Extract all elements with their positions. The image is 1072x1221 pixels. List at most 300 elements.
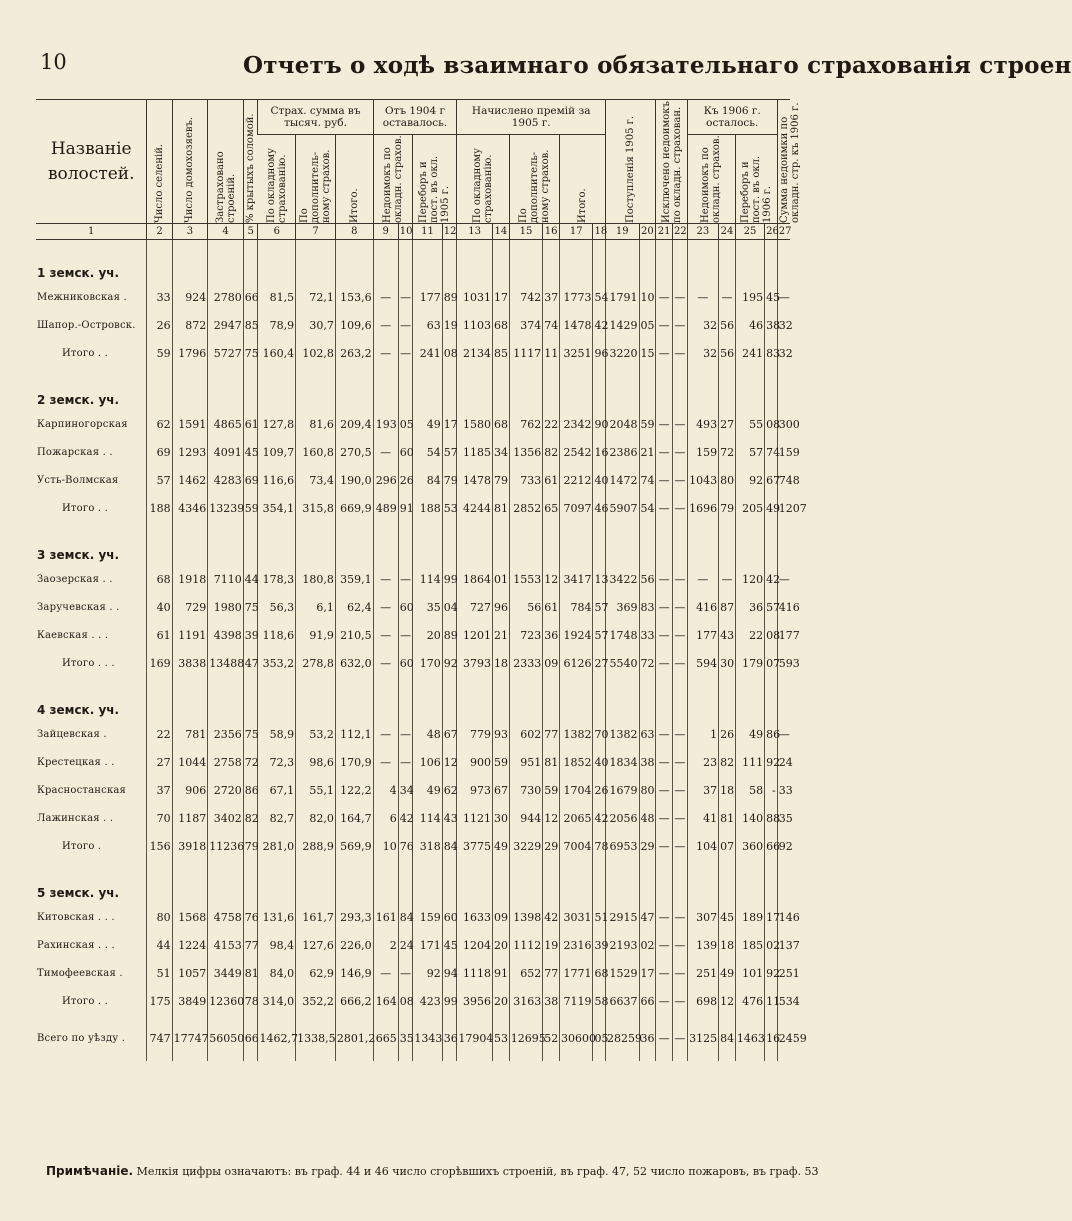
cell-col-15: 1112 (509, 931, 543, 959)
cell-col-17: 2542 (559, 438, 593, 466)
cell-col-21: — (656, 494, 673, 522)
empty-cell (559, 677, 593, 720)
cell-col-15: 733 (509, 466, 543, 494)
cell-col-24: 56 (719, 339, 736, 367)
cell-col-3: 3849 (172, 987, 208, 1015)
empty-cell (147, 240, 172, 284)
column-number: 9 (373, 224, 398, 240)
cell-col-26: 92 (765, 748, 778, 776)
cell-col-17: 1773 (559, 283, 593, 311)
cell-col-2: 51 (147, 959, 172, 987)
cell-col-11: 188 (413, 494, 442, 522)
header-premium-additional: По дополнитель-ному страхов. (509, 135, 559, 224)
cell-col-10: 60 (398, 593, 413, 621)
cell-col-27: 534 (777, 987, 790, 1015)
cell-col-24: 43 (719, 621, 736, 649)
cell-col-20: 56 (639, 565, 656, 593)
cell-col-10: 91 (398, 494, 413, 522)
volost-name: Итого . . (62, 502, 109, 514)
column-number: 7 (296, 224, 336, 240)
cell-col-7: 6,1 (296, 593, 336, 621)
empty-cell (543, 677, 560, 720)
header-arrears-sum: Сумма недоимки по окладн. стр. къ 1906 г. (777, 100, 790, 224)
empty-cell (606, 367, 640, 410)
cell-col-23: — (687, 283, 718, 311)
cell-col-18: 39 (593, 931, 606, 959)
cell-col-10: — (398, 720, 413, 748)
column-number: 19 (606, 224, 640, 240)
cell-col-13: 1121 (457, 804, 493, 832)
cell-col-17: 2065 (559, 804, 593, 832)
cell-col-19: 6953 (606, 832, 640, 860)
empty-cell (673, 522, 688, 565)
empty-cell (398, 367, 413, 410)
cell-col-18: 16 (593, 438, 606, 466)
cell-col-11: 423 (413, 987, 442, 1015)
cell-col-17: 1924 (559, 621, 593, 649)
cell-col-12: 17 (442, 410, 457, 438)
cell-col-8: 632,0 (335, 649, 373, 677)
table-row (36, 748, 790, 776)
empty-cell (606, 860, 640, 903)
column-number: 8 (335, 224, 373, 240)
cell-col-15: 12695 (509, 1015, 543, 1061)
empty-cell (373, 367, 398, 410)
cell-col-2: 80 (147, 903, 172, 931)
cell-col-3: 781 (172, 720, 208, 748)
cell-col-6: 127,8 (258, 410, 296, 438)
cell-col-9: — (373, 649, 398, 677)
empty-cell (335, 860, 373, 903)
cell-col-22: — (673, 748, 688, 776)
cell-col-26: - (765, 776, 778, 804)
cell-col-27: 593 (777, 649, 790, 677)
cell-col-13: 900 (457, 748, 493, 776)
cell-col-6: 116,6 (258, 466, 296, 494)
cell-col-20: 74 (639, 466, 656, 494)
header-households: Число домохозяевъ. (172, 100, 208, 224)
cell-col-18: 90 (593, 410, 606, 438)
cell-col-4: 3449 (208, 959, 244, 987)
cell-col-23: 307 (687, 903, 718, 931)
header-1906-overpay: Переборъ и пост. въ окл. 1906 г. (735, 135, 777, 224)
empty-cell (606, 522, 640, 565)
cell-col-5: 66 (243, 1015, 258, 1061)
cell-col-9: — (373, 565, 398, 593)
section-label: 5 земск. уч. (37, 886, 120, 900)
cell-col-7: 102,8 (296, 339, 336, 367)
cell-col-22: — (673, 593, 688, 621)
volost-name: Всего по уѣзду . (37, 1032, 126, 1044)
cell-col-11: 35 (413, 593, 442, 621)
cell-col-15: 723 (509, 621, 543, 649)
cell-col-18: 40 (593, 466, 606, 494)
volost-name: Итого . (62, 840, 102, 852)
cell-col-13: 1201 (457, 621, 493, 649)
empty-cell (656, 522, 673, 565)
cell-col-15: 944 (509, 804, 543, 832)
cell-col-7: 30,7 (296, 311, 336, 339)
cell-col-23: 41 (687, 804, 718, 832)
column-number: 6 (258, 224, 296, 240)
cell-col-16: 81 (543, 748, 560, 776)
cell-col-18: 42 (593, 311, 606, 339)
section-label: 3 земск. уч. (37, 548, 120, 562)
cell-col-25: 58 (735, 776, 764, 804)
empty-cell (509, 240, 543, 284)
column-number: 11 (413, 224, 442, 240)
cell-col-26: 45 (765, 283, 778, 311)
cell-col-8: 666,2 (335, 987, 373, 1015)
empty-cell (777, 240, 790, 284)
cell-col-4: 2720 (208, 776, 244, 804)
table-row (36, 776, 790, 804)
cell-col-6: 81,5 (258, 283, 296, 311)
cell-col-27: — (777, 283, 790, 311)
cell-col-18: 27 (593, 649, 606, 677)
cell-col-9: 6 (373, 804, 398, 832)
cell-col-13: 1478 (457, 466, 493, 494)
cell-col-2: 22 (147, 720, 172, 748)
table-row (36, 720, 790, 748)
cell-col-9: 193 (373, 410, 398, 438)
cell-col-24: 84 (719, 1015, 736, 1061)
cell-col-26: 57 (765, 593, 778, 621)
cell-col-14: 79 (492, 466, 509, 494)
empty-cell (172, 240, 208, 284)
cell-col-16: 12 (543, 804, 560, 832)
empty-cell (147, 677, 172, 720)
cell-col-14: 68 (492, 410, 509, 438)
cell-col-23: 3125 (687, 1015, 718, 1061)
cell-col-21: — (656, 720, 673, 748)
cell-col-6: 281,0 (258, 832, 296, 860)
header-additional-sum: По дополнитель-ному страхов. (296, 135, 336, 224)
cell-col-19: 2056 (606, 804, 640, 832)
cell-col-11: 318 (413, 832, 442, 860)
cell-col-4: 13239 (208, 494, 244, 522)
cell-col-25: 120 (735, 565, 764, 593)
volost-name: Тимофеевская . (37, 967, 123, 979)
cell-col-7: 55,1 (296, 776, 336, 804)
cell-col-18: 26 (593, 776, 606, 804)
cell-col-18: 58 (593, 987, 606, 1015)
cell-col-15: 742 (509, 283, 543, 311)
cell-col-10: — (398, 565, 413, 593)
volost-name: Заозерская . . (37, 573, 113, 585)
table-row (36, 593, 790, 621)
empty-cell (457, 240, 493, 284)
cell-col-11: 1343 (413, 1015, 442, 1061)
empty-cell (147, 367, 172, 410)
cell-col-13: 17904 (457, 1015, 493, 1061)
empty-cell (639, 367, 656, 410)
cell-col-17: 30600 (559, 1015, 593, 1061)
cell-col-15: 730 (509, 776, 543, 804)
header-insured-buildings: Застраховано строеній. (208, 100, 244, 224)
cell-col-24: — (719, 283, 736, 311)
cell-col-22: — (673, 987, 688, 1015)
cell-col-23: 1 (687, 720, 718, 748)
cell-col-2: 175 (147, 987, 172, 1015)
cell-col-23: 159 (687, 438, 718, 466)
cell-col-23: 594 (687, 649, 718, 677)
cell-col-26: 02 (765, 931, 778, 959)
cell-col-11: 48 (413, 720, 442, 748)
cell-col-23: 37 (687, 776, 718, 804)
empty-cell (147, 860, 172, 903)
cell-col-2: 57 (147, 466, 172, 494)
cell-col-9: — (373, 621, 398, 649)
cell-col-27: 33 (777, 776, 790, 804)
cell-col-16: 36 (543, 621, 560, 649)
cell-col-8: 170,9 (335, 748, 373, 776)
cell-col-3: 3918 (172, 832, 208, 860)
table-row (36, 931, 790, 959)
cell-col-21: — (656, 311, 673, 339)
cell-col-8: 112,1 (335, 720, 373, 748)
cell-col-20: 54 (639, 494, 656, 522)
header-sum-total: Итого. (335, 135, 373, 224)
empty-cell (243, 860, 258, 903)
volost-name: Межниковская . (37, 291, 127, 303)
cell-col-6: 353,2 (258, 649, 296, 677)
empty-cell (543, 522, 560, 565)
cell-col-11: 84 (413, 466, 442, 494)
header-receipts-1905: Поступленія 1905 г. (606, 100, 656, 224)
cell-col-5: 72 (243, 748, 258, 776)
volost-name: Итого . . (62, 347, 109, 359)
cell-col-11: 54 (413, 438, 442, 466)
cell-col-5: 69 (243, 466, 258, 494)
cell-col-19: 369 (606, 593, 640, 621)
cell-col-24: 81 (719, 804, 736, 832)
cell-col-10: — (398, 959, 413, 987)
cell-col-24: 79 (719, 494, 736, 522)
cell-col-7: 278,8 (296, 649, 336, 677)
cell-col-22: — (673, 466, 688, 494)
cell-col-12: 04 (442, 593, 457, 621)
cell-col-11: 92 (413, 959, 442, 987)
cell-col-15: 2333 (509, 649, 543, 677)
cell-col-26: 07 (765, 649, 778, 677)
cell-col-6: 58,9 (258, 720, 296, 748)
cell-col-2: 747 (147, 1015, 172, 1061)
header-insured-sum-group: Страх. сумма въ тысяч. руб. (258, 100, 373, 135)
column-number: 24 (719, 224, 736, 240)
cell-col-27: — (777, 720, 790, 748)
cell-col-22: — (673, 339, 688, 367)
cell-col-14: 21 (492, 621, 509, 649)
cell-col-26: 38 (765, 311, 778, 339)
empty-cell (457, 522, 493, 565)
empty-cell (172, 367, 208, 410)
cell-col-7: 91,9 (296, 621, 336, 649)
cell-col-26: 49 (765, 494, 778, 522)
cell-col-25: 179 (735, 649, 764, 677)
cell-col-15: 3163 (509, 987, 543, 1015)
cell-col-3: 1591 (172, 410, 208, 438)
cell-col-13: 3956 (457, 987, 493, 1015)
cell-col-2: 37 (147, 776, 172, 804)
section-header-row (36, 240, 790, 284)
cell-col-10: 84 (398, 903, 413, 931)
empty-cell (509, 860, 543, 903)
empty-cell (593, 522, 606, 565)
cell-col-2: 62 (147, 410, 172, 438)
cell-col-10: 26 (398, 466, 413, 494)
empty-cell (687, 367, 718, 410)
cell-col-24: 82 (719, 748, 736, 776)
empty-cell (639, 240, 656, 284)
cell-col-11: 114 (413, 565, 442, 593)
cell-col-25: 241 (735, 339, 764, 367)
total-row (36, 494, 790, 522)
cell-col-16: 52 (543, 1015, 560, 1061)
cell-col-16: 42 (543, 903, 560, 931)
cell-col-25: 55 (735, 410, 764, 438)
empty-cell (492, 677, 509, 720)
cell-col-20: 10 (639, 283, 656, 311)
cell-col-6: 78,9 (258, 311, 296, 339)
cell-col-14: 49 (492, 832, 509, 860)
cell-col-21: — (656, 804, 673, 832)
cell-col-2: 26 (147, 311, 172, 339)
cell-col-20: 15 (639, 339, 656, 367)
header-excluded-arrears: Исключено недоимокъ по окладн. страхован. (656, 100, 687, 224)
cell-col-25: 46 (735, 311, 764, 339)
empty-cell (719, 367, 736, 410)
cell-col-26: 67 (765, 466, 778, 494)
cell-col-4: 2758 (208, 748, 244, 776)
cell-col-19: 1429 (606, 311, 640, 339)
cell-col-7: 82,0 (296, 804, 336, 832)
empty-cell (243, 240, 258, 284)
cell-col-7: 127,6 (296, 931, 336, 959)
page-number: 10 (40, 50, 67, 74)
empty-cell (735, 367, 764, 410)
cell-col-21: — (656, 621, 673, 649)
cell-col-21: — (656, 1015, 673, 1061)
cell-col-11: 159 (413, 903, 442, 931)
cell-col-24: 27 (719, 410, 736, 438)
cell-col-21: — (656, 959, 673, 987)
empty-cell (398, 860, 413, 903)
empty-cell (593, 860, 606, 903)
cell-col-2: 169 (147, 649, 172, 677)
column-number: 16 (543, 224, 560, 240)
cell-col-25: 36 (735, 593, 764, 621)
column-number: 20 (639, 224, 656, 240)
empty-cell (735, 677, 764, 720)
cell-col-22: — (673, 1015, 688, 1061)
cell-col-16: 77 (543, 720, 560, 748)
cell-col-20: 83 (639, 593, 656, 621)
empty-cell (777, 860, 790, 903)
cell-col-20: 47 (639, 903, 656, 931)
cell-col-16: 82 (543, 438, 560, 466)
cell-col-22: — (673, 832, 688, 860)
volost-name: Каевская . . . (37, 629, 109, 641)
volost-name: Пожарская . . (37, 446, 113, 458)
cell-col-19: 2048 (606, 410, 640, 438)
cell-col-18: 46 (593, 494, 606, 522)
cell-col-9: — (373, 283, 398, 311)
empty-cell (172, 677, 208, 720)
cell-col-3: 1224 (172, 931, 208, 959)
empty-cell (639, 860, 656, 903)
cell-col-27: 1207 (777, 494, 790, 522)
cell-col-10: — (398, 621, 413, 649)
cell-col-5: 76 (243, 903, 258, 931)
column-number: 27 (777, 224, 790, 240)
cell-col-23: 698 (687, 987, 718, 1015)
cell-col-22: — (673, 565, 688, 593)
cell-col-27: 92 (777, 832, 790, 860)
cell-col-12: 89 (442, 621, 457, 649)
empty-cell (673, 367, 688, 410)
cell-col-2: 61 (147, 621, 172, 649)
empty-cell (208, 860, 244, 903)
cell-col-27: 35 (777, 804, 790, 832)
cell-col-20: 17 (639, 959, 656, 987)
cell-col-19: 1472 (606, 466, 640, 494)
empty-cell (208, 367, 244, 410)
cell-col-12: 79 (442, 466, 457, 494)
empty-cell (559, 240, 593, 284)
cell-col-17: 6126 (559, 649, 593, 677)
cell-col-7: 288,9 (296, 832, 336, 860)
section-header-row (36, 367, 790, 410)
cell-col-15: 1356 (509, 438, 543, 466)
cell-col-9: — (373, 748, 398, 776)
empty-cell (777, 677, 790, 720)
table-row (36, 621, 790, 649)
cell-col-26: 88 (765, 804, 778, 832)
total-row (36, 339, 790, 367)
cell-col-21: — (656, 987, 673, 1015)
cell-col-20: 72 (639, 649, 656, 677)
cell-col-10: 05 (398, 410, 413, 438)
cell-col-14: 01 (492, 565, 509, 593)
cell-col-9: 2 (373, 931, 398, 959)
column-number: 26 (765, 224, 778, 240)
empty-cell (457, 367, 493, 410)
cell-col-22: — (673, 311, 688, 339)
header-1906-arrears: Недоимокъ по окладн. страхов. (687, 135, 735, 224)
cell-col-21: — (656, 410, 673, 438)
volost-name: Крестецкая . . (37, 756, 115, 768)
cell-col-24: 30 (719, 649, 736, 677)
cell-col-12: 92 (442, 649, 457, 677)
cell-col-3: 17747 (172, 1015, 208, 1061)
empty-cell (656, 240, 673, 284)
cell-col-8: 146,9 (335, 959, 373, 987)
cell-col-2: 40 (147, 593, 172, 621)
cell-col-21: — (656, 748, 673, 776)
empty-cell (172, 860, 208, 903)
cell-col-14: 81 (492, 494, 509, 522)
empty-cell (765, 367, 778, 410)
empty-cell (656, 860, 673, 903)
cell-col-9: — (373, 593, 398, 621)
cell-col-8: 109,6 (335, 311, 373, 339)
cell-col-21: — (656, 438, 673, 466)
cell-col-24: 56 (719, 311, 736, 339)
cell-col-2: 70 (147, 804, 172, 832)
footnote-label: Примѣчаніе. (46, 1164, 134, 1178)
cell-col-13: 3775 (457, 832, 493, 860)
